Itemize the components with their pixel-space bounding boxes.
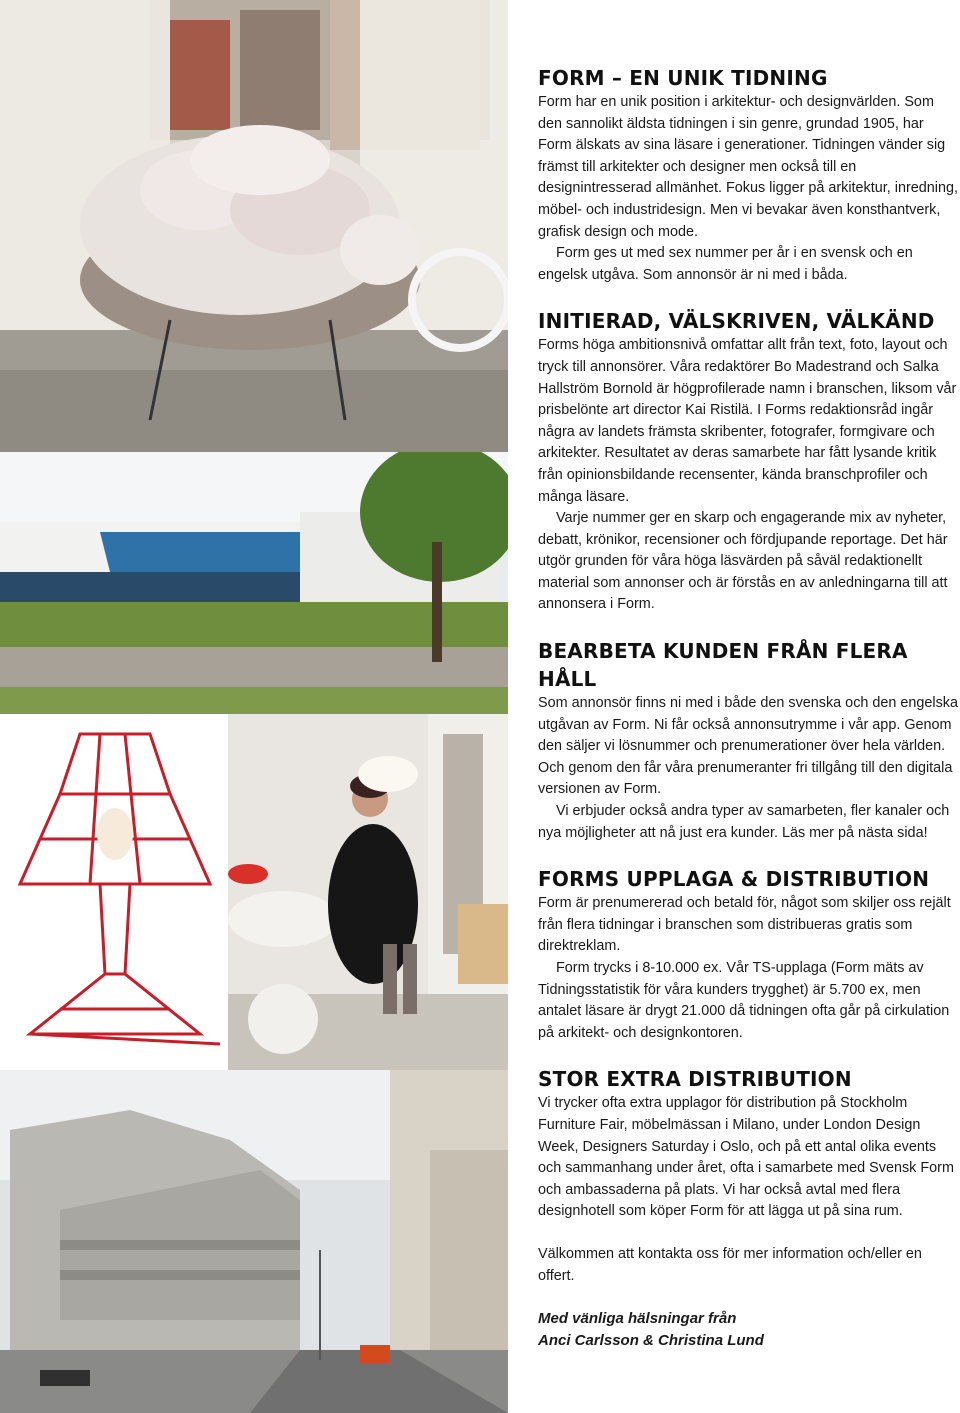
paragraph: Forms höga ambitionsnivå omfattar allt från text, foto, layout och tryck till annonsörer. Våra redaktörer Bo Madestrand och Salka Hallström Bornold är högprofilerade namn i branschen, liksom vår prisbelönte art director Kai Ristilä. I Forms redaktionsråd ingår några av landets främsta skribenter, fotografer, formgivare och arkitekter. Resultatet av deras samarbete har fått lysande kritik från opinionsbildande recensenter, kända branschprofiler och många läsare.	[538, 337, 957, 505]
section-bearbeta-kunden	[538, 637, 958, 844]
section-heading: INITIERAD, VÄLSKRIVEN, VÄLKÄND	[538, 309, 935, 334]
section-heading: FORMS UPPLAGA & DISTRIBUTION	[538, 867, 930, 892]
paragraph: Som annonsör finns ni med i både den svenska och den engelska utgåvan av Form. Ni får också annonsutrymme i vår app. Genom den säljer vi lösnummer och prenumerationer över hela världen. Och genom den får våra prenumeranter fri tillgång till den digitala versionen av Form.	[538, 695, 958, 798]
photo-seated-woman	[228, 714, 508, 1070]
section-heading: BEARBETA KUNDEN FRÅN FLERA HÅLL	[538, 639, 908, 692]
section-unik-tidning	[538, 64, 958, 286]
signature-greeting: Med vänliga hälsningar från	[538, 1310, 737, 1328]
section-heading: FORM – EN UNIK TIDNING	[538, 66, 828, 90]
section-upplaga-distribution	[538, 865, 958, 1044]
signature-names: Anci Carlsson & Christina Lund	[538, 1332, 764, 1350]
paragraph: Form har en unik position i arkitektur- och designvärlden. Som den sannolikt äldsta tidningen i sin genre, grundad 1905, har Form älskats av sina läsare i generationer. Tidningen vänder sig främst till arkitekter och designer men också till en designintresserad allmänhet. Fokus ligger på arkitektur, inredning, möbel- och industridesign. Men vi bevakar även konsthantverk, grafisk design och mode.	[538, 94, 958, 240]
section-initierad	[538, 307, 958, 616]
paragraph: Vi erbjuder också andra typer av samarbeten, fler kanaler och nya möjligheter att nå just era kunder. Läs mer på nästa sida!	[538, 803, 950, 841]
closing-paragraph: Välkommen att kontakta oss för mer information och/eller en offert.	[538, 1245, 922, 1284]
section-extra-distribution	[538, 1065, 958, 1223]
paragraph: Vi trycker ofta extra upplagor för distribution på Stockholm Furniture Fair, möbelmässan i Milano, under London Design Week, Designers Saturday i Oslo, och på ett antal olika events och sammanhang under året, ofta i samarbete med Svensk Form och ambassaderna på plats. Vi har också avtal med flera designhotell som köper Form för att lägga ut på sina rum.	[538, 1095, 954, 1220]
signature	[538, 1308, 958, 1352]
photo-building-exterior	[0, 452, 508, 714]
paragraph: Form trycks i 8-10.000 ex. Vår TS-upplaga (Form mäts av Tidningsstatistik för våra kunders trygghet) är 5.700 ex, men antalet läsare är drygt 21.000 då tidningen ofta går på cirkulation på arkitekt- och designkontoren.	[538, 960, 950, 1041]
closing-note	[538, 1244, 958, 1287]
paragraph: Varje nummer ger en skarp och engagerande mix av nyheter, debatt, krönikor, recensioner och fördjupande reportage. Det här utgör grunden för våra höga läsvärden på såväl redaktionellt material som annonser och är förstås en av anledningarna till att annonsera i Form.	[538, 510, 948, 613]
section-heading: STOR EXTRA DISTRIBUTION	[538, 1067, 852, 1092]
paragraph: Form ges ut med sex nummer per år i en svensk och en engelsk utgåva. Som annonsör är ni med i båda.	[538, 245, 913, 283]
photo-chair-with-cushions	[0, 0, 508, 452]
paragraph: Form är prenumererad och betald för, något som skiljer oss rejält från flera tidningar i branschen som distribueras gratis som direktreklam.	[538, 895, 951, 955]
photo-concrete-building-street	[0, 1070, 508, 1413]
photo-red-wire-lamp	[0, 714, 228, 1070]
text-column	[538, 64, 958, 1352]
